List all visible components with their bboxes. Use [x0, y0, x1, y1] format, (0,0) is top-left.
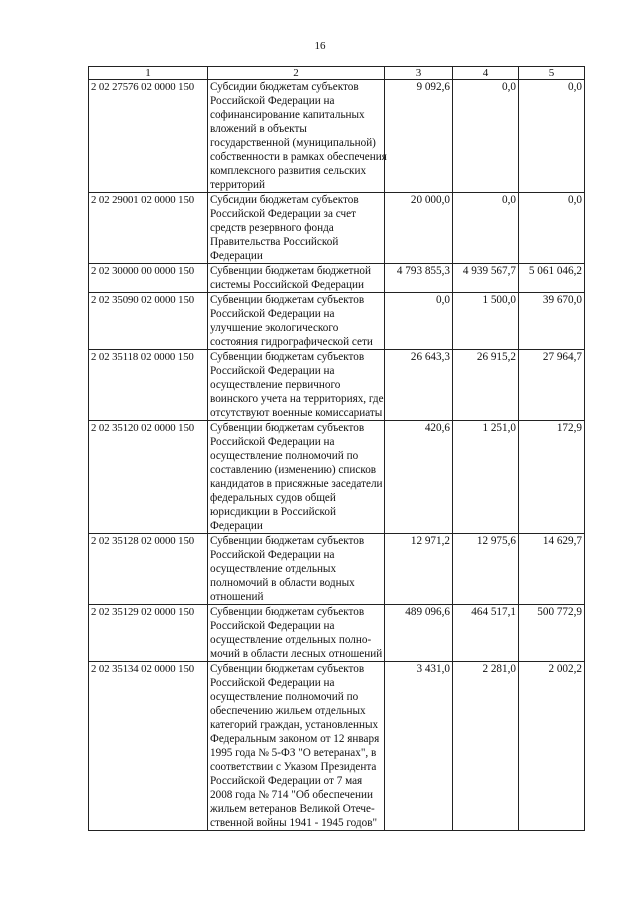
description-line: осуществление отдельных [210, 563, 337, 575]
page-number: 16 [314, 40, 326, 52]
description-line: 2008 года № 714 "Об обеспечении [210, 789, 373, 801]
amount-cell-col5: 172,9 [519, 421, 585, 534]
description-cell [208, 421, 385, 534]
description-line: составлению (изменению) списков [210, 464, 377, 476]
amount-cell-col5: 0,0 [519, 193, 585, 264]
description-line: Российской Федерации на [210, 549, 335, 561]
amount-cell-col5: 2 002,2 [519, 662, 585, 831]
description-line: юрисдикции в Российской [210, 506, 336, 518]
table-row [89, 193, 585, 264]
description-line: Федерации [210, 520, 263, 532]
amount-cell-col5: 500 772,9 [519, 605, 585, 662]
amount-cell-col3: 12 971,2 [385, 534, 453, 605]
description-line: осуществление полномочий по [210, 450, 359, 462]
description-line: софинансирование капитальных [210, 109, 365, 121]
description-line: Федерации [210, 250, 263, 262]
description-line: полномочий в области водных [210, 577, 355, 589]
description-line: Российской Федерации за счет [210, 208, 356, 220]
amount-cell-col4: 0,0 [453, 193, 519, 264]
description-line: улучшение экологического [210, 322, 339, 334]
header-row [89, 67, 585, 80]
table-row [89, 293, 585, 350]
table-row [89, 264, 585, 293]
column-header-2: 2 [208, 67, 385, 80]
description-cell [208, 350, 385, 421]
description-line: осуществление полномочий по [210, 691, 359, 703]
table-body [89, 80, 585, 831]
table-row [89, 350, 585, 421]
description-cell [208, 605, 385, 662]
description-cell [208, 80, 385, 193]
table-row [89, 534, 585, 605]
budget-code-cell: 2 02 35120 02 0000 150 [89, 421, 208, 534]
budget-code-cell: 2 02 35134 02 0000 150 [89, 662, 208, 831]
description-line: Российской Федерации на [210, 308, 335, 320]
description-cell [208, 264, 385, 293]
description-line: Субвенции бюджетам субъектов [210, 294, 365, 306]
description-line: Российской Федерации на [210, 677, 335, 689]
amount-cell-col4: 26 915,2 [453, 350, 519, 421]
description-cell [208, 534, 385, 605]
column-header-4: 4 [453, 67, 519, 80]
amount-cell-col3: 489 096,6 [385, 605, 453, 662]
description-line: территорий [210, 179, 265, 191]
description-cell [208, 193, 385, 264]
column-header-5: 5 [519, 67, 585, 80]
budget-table [88, 66, 585, 831]
description-line: соответствии с Указом Президента [210, 761, 377, 773]
description-line: Российской Федерации от 7 мая [210, 775, 363, 787]
amount-cell-col3: 9 092,6 [385, 80, 453, 193]
description-line: Российской Федерации на [210, 620, 335, 632]
description-line: осуществление отдельных полно- [210, 634, 372, 646]
amount-cell-col5: 27 964,7 [519, 350, 585, 421]
amount-cell-col4: 4 939 567,7 [453, 264, 519, 293]
description-line: жильем ветеранов Великой Отече- [210, 803, 375, 815]
table-row [89, 80, 585, 193]
description-line: Субсидии бюджетам субъектов [210, 194, 359, 206]
description-line: Субвенции бюджетам субъектов [210, 606, 365, 618]
description-line: средств резервного фонда [210, 222, 334, 234]
amount-cell-col3: 3 431,0 [385, 662, 453, 831]
amount-cell-col5: 14 629,7 [519, 534, 585, 605]
description-line: Российской Федерации на [210, 436, 335, 448]
column-header-1: 1 [89, 67, 208, 80]
description-line: ственной войны 1941 - 1945 годов" [210, 817, 378, 829]
amount-cell-col4: 1 500,0 [453, 293, 519, 350]
amount-cell-col3: 26 643,3 [385, 350, 453, 421]
amount-cell-col5: 0,0 [519, 80, 585, 193]
budget-code-cell: 2 02 35090 02 0000 150 [89, 293, 208, 350]
description-cell [208, 662, 385, 831]
amount-cell-col3: 0,0 [385, 293, 453, 350]
description-line: Субвенции бюджетам субъектов [210, 535, 365, 547]
amount-cell-col3: 420,6 [385, 421, 453, 534]
table-row [89, 605, 585, 662]
column-header-3: 3 [385, 67, 453, 80]
budget-code-cell: 2 02 35118 02 0000 150 [89, 350, 208, 421]
description-line: Субвенции бюджетам субъектов [210, 351, 365, 363]
amount-cell-col5: 39 670,0 [519, 293, 585, 350]
description-line: Российской Федерации на [210, 95, 335, 107]
table-row [89, 662, 585, 831]
description-line: мочий в области лесных отношений [210, 648, 383, 660]
budget-code-cell: 2 02 30000 00 0000 150 [89, 264, 208, 293]
description-line: комплексного развития сельских [210, 165, 367, 177]
description-line: обеспечению жильем отдельных [210, 705, 366, 717]
description-line: отсутствуют военные комиссариаты [210, 407, 383, 419]
amount-cell-col4: 464 517,1 [453, 605, 519, 662]
description-line: Субсидии бюджетам субъектов [210, 81, 359, 93]
description-line: собственности в рамках обеспечения [210, 151, 387, 163]
budget-code-cell: 2 02 27576 02 0000 150 [89, 80, 208, 193]
amount-cell-col4: 0,0 [453, 80, 519, 193]
budget-code-cell: 2 02 35128 02 0000 150 [89, 534, 208, 605]
description-line: отношений [210, 591, 264, 603]
description-line: Федеральным законом от 12 января [210, 733, 380, 745]
description-line: воинского учета на территориях, где [210, 393, 384, 405]
amount-cell-col4: 12 975,6 [453, 534, 519, 605]
description-line: Субвенции бюджетам субъектов [210, 422, 365, 434]
amount-cell-col4: 2 281,0 [453, 662, 519, 831]
amount-cell-col4: 1 251,0 [453, 421, 519, 534]
description-line: Субвенции бюджетам бюджетной [210, 265, 372, 277]
description-line: государственной (муниципальной) [210, 137, 376, 149]
amount-cell-col3: 4 793 855,3 [385, 264, 453, 293]
description-line: Российской Федерации на [210, 365, 335, 377]
description-cell [208, 293, 385, 350]
description-line: 1995 года № 5-ФЗ "О ветеранах", в [210, 747, 377, 759]
budget-code-cell: 2 02 35129 02 0000 150 [89, 605, 208, 662]
description-line: осуществление первичного [210, 379, 341, 391]
amount-cell-col5: 5 061 046,2 [519, 264, 585, 293]
description-line: системы Российской Федерации [210, 279, 364, 291]
description-line: кандидатов в присяжные заседатели [210, 478, 383, 490]
description-line: федеральных судов общей [210, 492, 336, 504]
description-line: Правительства Российской [210, 236, 339, 248]
budget-code-cell: 2 02 29001 02 0000 150 [89, 193, 208, 264]
description-line: состояния гидрографической сети [210, 336, 373, 348]
table-row [89, 421, 585, 534]
amount-cell-col3: 20 000,0 [385, 193, 453, 264]
description-line: категорий граждан, установленных [210, 719, 379, 731]
description-line: Субвенции бюджетам субъектов [210, 663, 365, 675]
description-line: вложений в объекты [210, 123, 307, 135]
